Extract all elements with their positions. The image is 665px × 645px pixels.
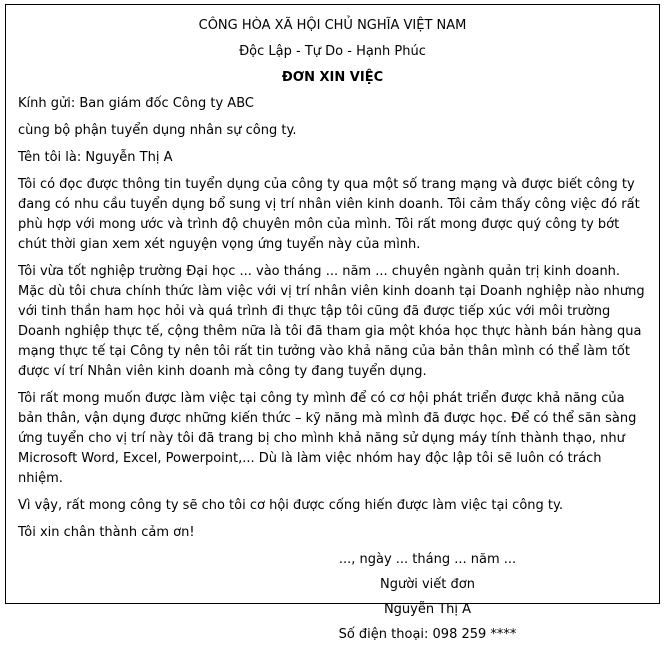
salutation: Kính gửi: Ban giám đốc Công ty ABC <box>18 96 254 111</box>
paragraph-request: Vì vậy, rất mong công ty sẽ cho tôi cơ hội được cống hiến được làm việc tại công ty. <box>18 498 563 513</box>
signature-date: ..., ngày ... tháng ... năm ... <box>338 552 517 567</box>
letter-body <box>18 94 647 543</box>
signature-role: Người viết đơn <box>380 577 475 592</box>
signature-name: Nguyễn Thị A <box>383 602 472 617</box>
application-letter <box>5 4 660 642</box>
letter-header <box>18 16 647 88</box>
paragraph-intro: Tôi có đọc được thông tin tuyển dụng của công ty qua một số trang mạng và được biết công ty đang có nhu cầu tuyển dụng bổ sung vị trí nhân viên kinh doanh. Tôi cảm thấy công việc đó rất phù hợp với mong ước và trình độ chuyên môn của mình. Tôi rất mong được quý công ty bớt chút thời gian xem xét nguyện vọng ứng tuyển này của mình. <box>18 177 640 252</box>
national-title: CÔNG HÒA XÃ HỘI CHỦ NGHĨA VIỆT NAM <box>198 18 467 33</box>
signature-block <box>208 550 647 645</box>
paragraph-education: Tôi vừa tốt nghiệp trường Đại học ... vào tháng ... năm ... chuyên ngành quản trị kinh doanh. Mặc dù tôi chưa chính thức làm việc với vị trí nhân viên kinh doanh tại Doanh nghiệp nào nhưng với tinh thần ham học hỏi và quá trình đi thực tập tôi cũng đã được tiếp xúc với môi trường Doanh nghiệp thực tế, cộng thêm nữa là tôi đã tham gia một khóa học thực hành bán hàng qua mạng thực tế tại Công ty nên tôi rất tin tưởng vào khả năng của bản thân mình có thể làm tốt được ví trí Nhân viên kinh doanh mà công ty đang tuyển dụng. <box>18 264 645 379</box>
paragraph-skills: Tôi rất mong muốn được làm việc tại công ty mình để có cơ hội phát triển được khả năng của bản thân, vận dụng được những kiến thức – kỹ năng mà mình đã được học. Để có thể săn sàng ứng tuyển cho vị trí này tôi đã trang bị cho mình khả năng sử dụng máy tính thành thạo, như Microsoft Word, Excel, Powerpoint,... Dù là làm việc nhóm hay độc lập tôi sẽ luôn có trách nhiệm. <box>18 391 637 486</box>
document-title: ĐƠN XIN VIỆC <box>281 70 384 85</box>
closing-line: Tôi xin chân thành cảm ơn! <box>18 525 195 540</box>
signature-phone: Số điện thoại: 098 259 **** <box>338 627 517 642</box>
applicant-name-line: Tên tôi là: Nguyễn Thị A <box>18 150 173 165</box>
national-motto: Độc Lập - Tự Do - Hạnh Phúc <box>239 44 426 59</box>
recipient-line: cùng bộ phận tuyển dụng nhân sự công ty. <box>18 123 297 138</box>
